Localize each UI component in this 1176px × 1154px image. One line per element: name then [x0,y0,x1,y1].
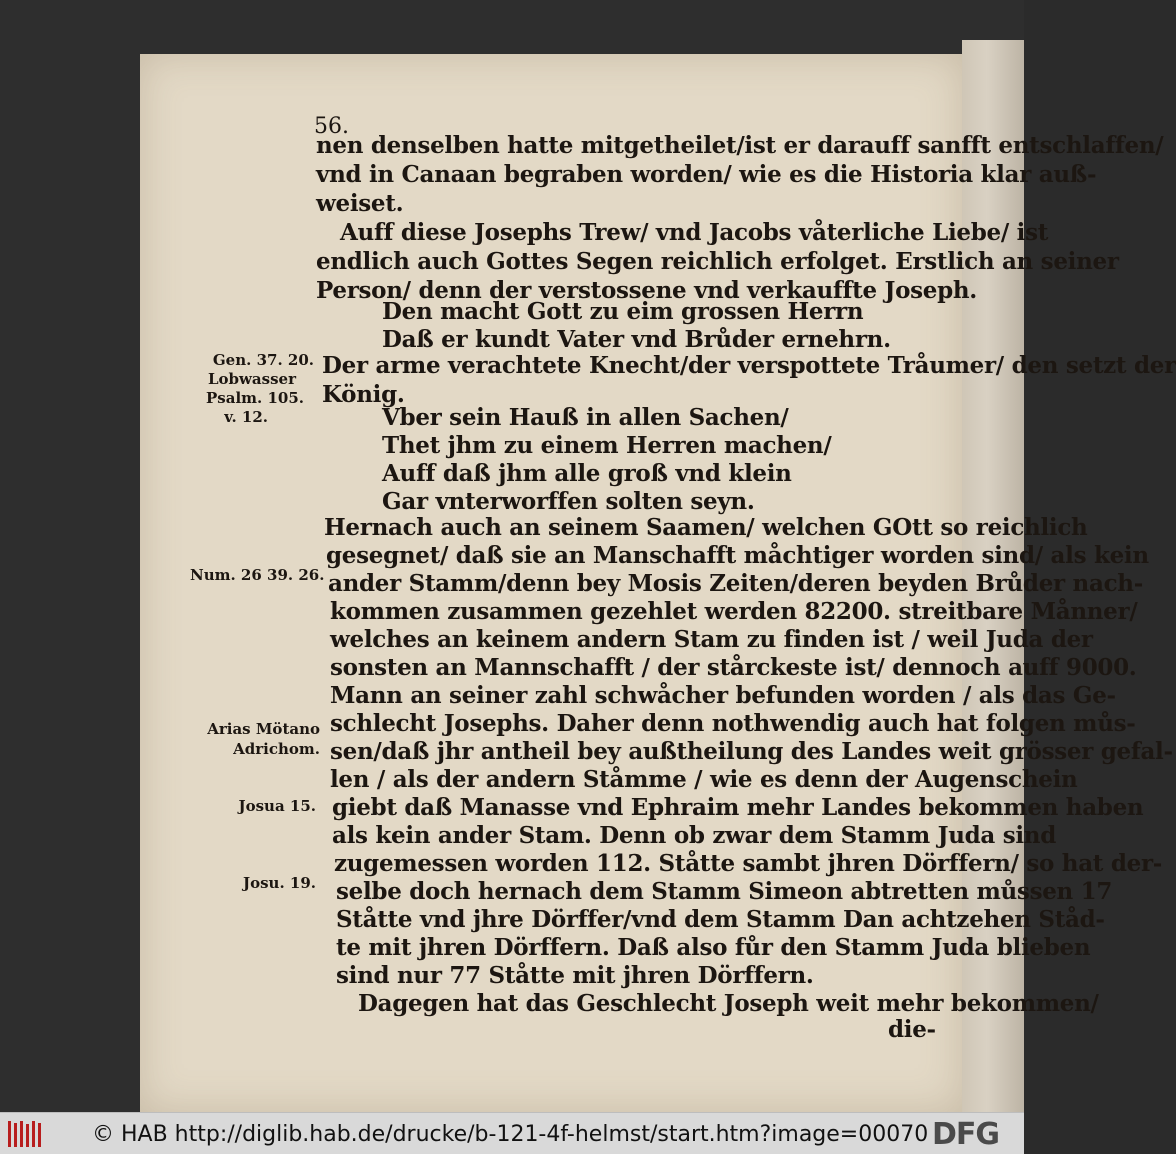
text-line: als kein ander Stam. Denn ob zwar dem Stamm Juda sind [332,822,1056,849]
margin-note: Psalm. 105. [206,389,304,407]
margin-note: Arias Mötano [207,720,320,738]
text-line: schlecht Josephs. Daher denn nothwendig auch hat folgen můs- [330,710,1136,737]
text-line: weiset. [316,190,404,217]
text-line: Mann an seiner zahl schwåcher befunden worden / als das Ge- [330,682,1116,709]
text-line: sind nur 77 Ståtte mit jhren Dörffern. [336,962,814,989]
text-line: Dagegen hat das Geschlecht Joseph weit mehr bekommen/ [358,990,1099,1017]
text-line: vnd in Canaan begraben worden/ wie es die Historia klar auß- [316,161,1097,188]
text-line: Der arme verachtete Knecht/der verspottete Tråumer/ den setzt der [322,352,1176,379]
verse-line: Thet jhm zu einem Herren machen/ [382,432,832,459]
library-shelf-icon [6,1119,46,1149]
verse-line: Gar vnterworffen solten seyn. [382,488,755,515]
footer-bar [0,1112,1024,1154]
text-line: Auff diese Josephs Trew/ vnd Jacobs våterliche Liebe/ ist [340,219,1049,246]
text-line: kommen zusammen gezehlet werden 82200. streitbare Månner/ [330,598,1138,625]
margin-note: Adrichom. [233,740,320,758]
text-line: len / als der andern Ståmme / wie es denn der Augenschein [330,766,1078,793]
verse-line: Den macht Gott zu eim grossen Herrn [382,298,864,325]
text-line: ander Stamm/denn bey Mosis Zeiten/deren beyden Brůder nach- [328,570,1143,597]
text-line: König. [322,381,405,408]
margin-note: Num. 26 39. 26. [190,566,325,584]
text-line: endlich auch Gottes Segen reichlich erfolget. Erstlich an seiner [316,248,1119,275]
text-line: giebt daß Manasse vnd Ephraim mehr Landes bekommen haben [332,794,1144,821]
text-line: te mit jhren Dörffern. Daß also fůr den Stamm Juda blieben [336,934,1091,961]
text-line: sonsten an Mannschafft / der stårckeste ist/ dennoch auff 9000. [330,654,1137,681]
dfg-logo: DFG [932,1117,1000,1152]
text-line: Person/ denn der verstossene vnd verkauffte Joseph. [316,277,977,304]
text-line: Ståtte vnd jhre Dörffer/vnd dem Stamm Dan achtzehen Ståd- [336,906,1105,933]
verse-line: Auff daß jhm alle groß vnd klein [382,460,792,487]
text-line: selbe doch hernach dem Stamm Simeon abtretten můssen 17 [336,878,1113,905]
verse-line: Vber sein Hauß in allen Sachen/ [382,404,789,431]
margin-note: Josu. 19. [243,874,316,892]
text-line: zugemessen worden 112. Ståtte sambt jhren Dörffern/ so hat der- [334,850,1163,877]
copyright-url[interactable]: © HAB http://diglib.hab.de/drucke/b-121-4f-helmst/start.htm?image=00070 [92,1122,929,1147]
page-number: 56. [314,114,349,139]
text-line: Hernach auch an seinem Saamen/ welchen GOtt so reichlich [324,514,1088,541]
text-line: gesegnet/ daß sie an Manschafft måchtiger worden sind/ als kein [326,542,1149,569]
margin-note: v. 12. [224,408,268,426]
margin-note: Josua 15. [238,797,316,815]
text-line: sen/daß jhr antheil bey außtheilung des Landes weit grösser gefal- [330,738,1173,765]
text-line: nen denselben hatte mitgetheilet/ist er darauff sanfft entschlaffen/ [316,132,1164,159]
text-line: welches an keinem andern Stam zu finden ist / weil Juda der [330,626,1093,653]
verse-line: Daß er kundt Vater vnd Brůder ernehrn. [382,326,891,353]
margin-note: Gen. 37. 20. [212,351,314,369]
catchword: die- [888,1016,936,1043]
margin-note: Lobwasser [207,370,296,388]
